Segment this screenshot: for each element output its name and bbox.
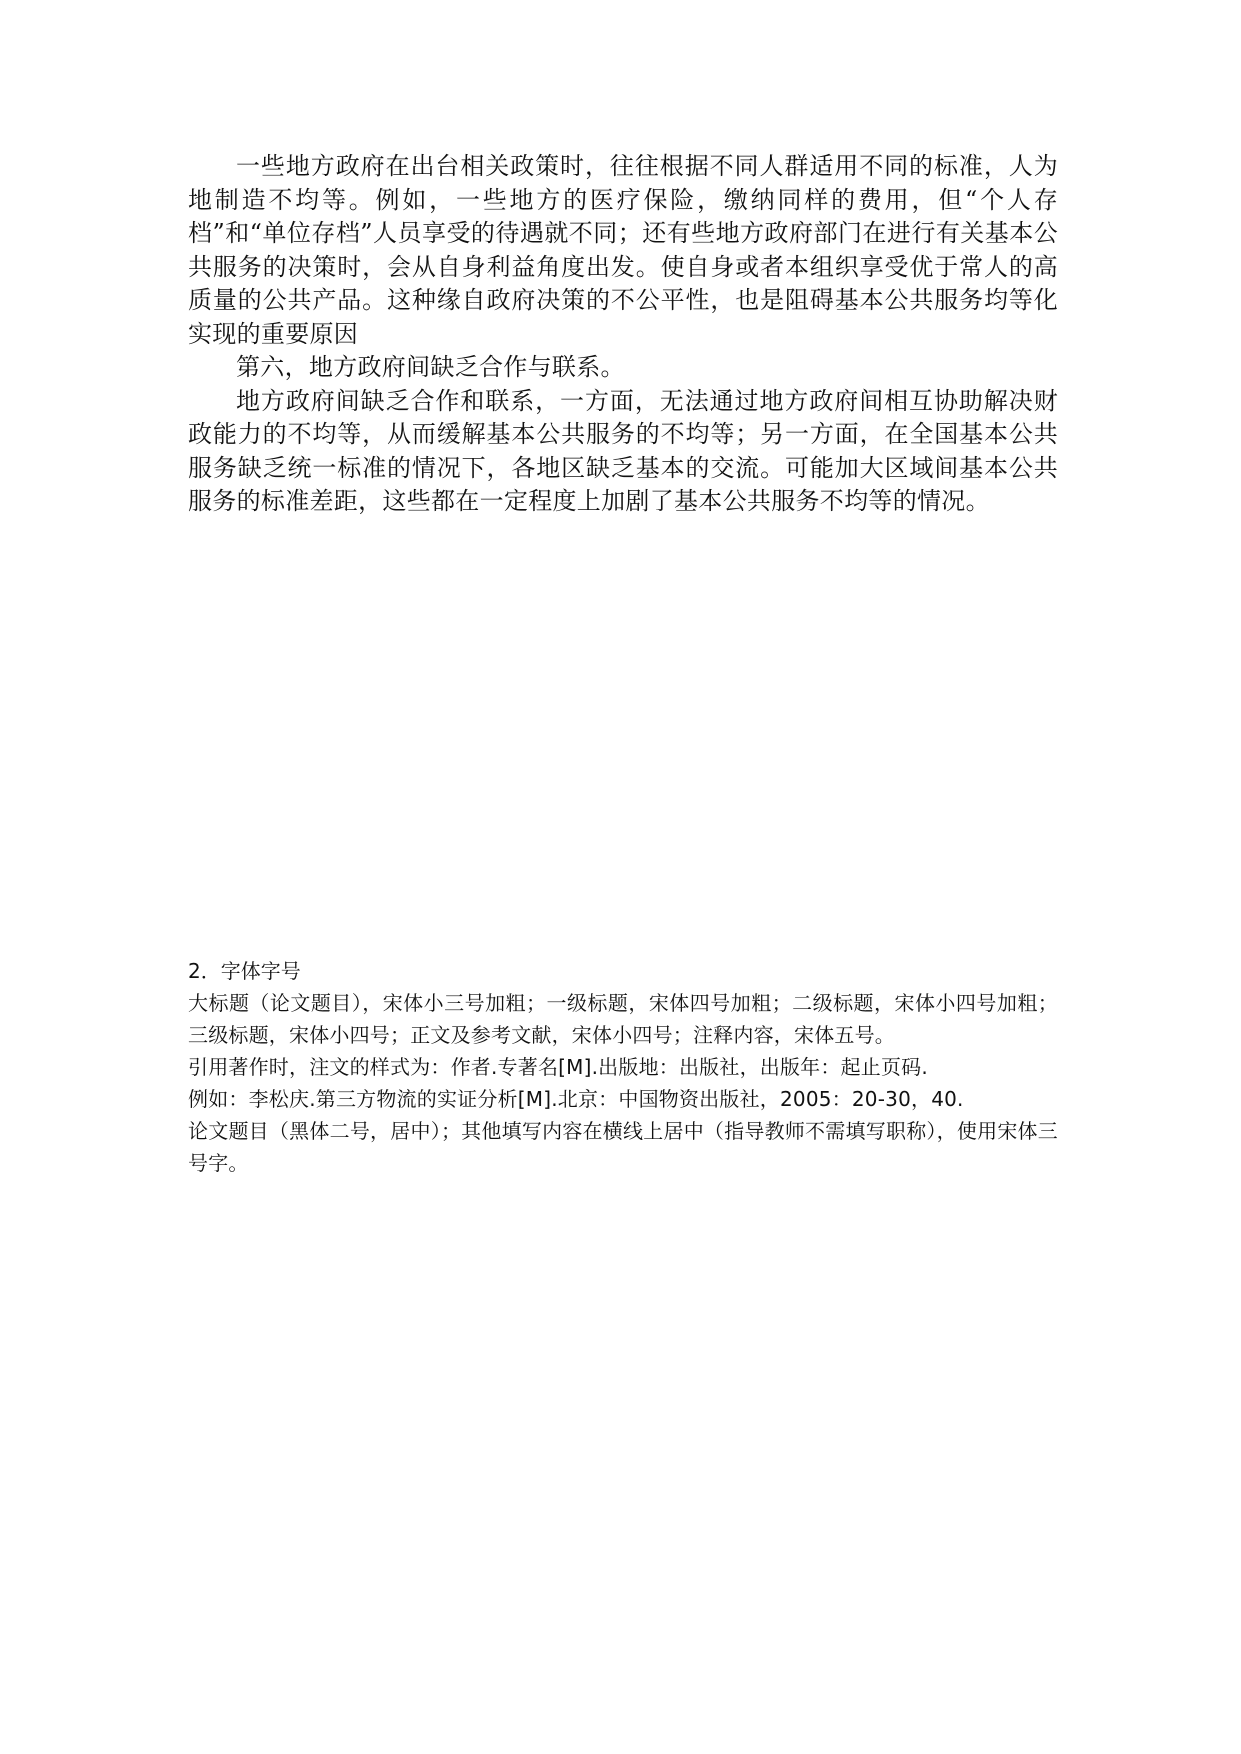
paragraph-policy-inequality: 一些地方政府在出台相关政策时，往往根据不同人群适用不同的标准，人为地制造不均等。例如，一些地方的医疗保险，缴纳同样的费用，但“个人存档”和“单位存档”人员享受的待遇就不同；还有些地方政府部门在进行有关基本公共服务的决策时，会从自身利益角度出发。使自身或者本组织享受优于常人的高质量的公共产品。这种缘自政府决策的不公平性，也是阻碍基本公共服务均等化实现的重要原因 bbox=[188, 152, 1058, 348]
note-font-sizes: 大标题（论文题目），宋体小三号加粗；一级标题，宋体四号加粗；二级标题，宋体小四号加粗；三级标题，宋体小四号；正文及参考文献，宋体小四号；注释内容，宋体五号。 bbox=[188, 991, 1058, 1047]
body-text bbox=[188, 150, 1058, 519]
notes-heading: 2．字体字号 bbox=[188, 959, 301, 983]
note-citation-format: 引用著作时，注文的样式为：作者.专著名[M].出版地：出版社，出版年：起止页码. bbox=[188, 1055, 928, 1079]
note-title-format: 论文题目（黑体二号，居中）；其他填写内容在横线上居中（指导教师不需填写职称），使用宋体三号字。 bbox=[188, 1119, 1058, 1175]
formatting-notes bbox=[188, 955, 1058, 1179]
paragraph-sixth-point: 第六，地方政府间缺乏合作与联系。 bbox=[236, 353, 625, 381]
paragraph-cooperation: 地方政府间缺乏合作和联系，一方面，无法通过地方政府间相互协助解决财政能力的不均等，从而缓解基本公共服务的不均等；另一方面，在全国基本公共服务缺乏统一标准的情况下，各地区缺乏基本的交流。可能加大区域间基本公共服务的标准差距，这些都在一定程度上加剧了基本公共服务不均等的情况。 bbox=[188, 386, 1058, 515]
note-citation-example: 例如：李松庆.第三方物流的实证分析[M].北京：中国物资出版社，2005：20-30，40. bbox=[188, 1087, 964, 1111]
